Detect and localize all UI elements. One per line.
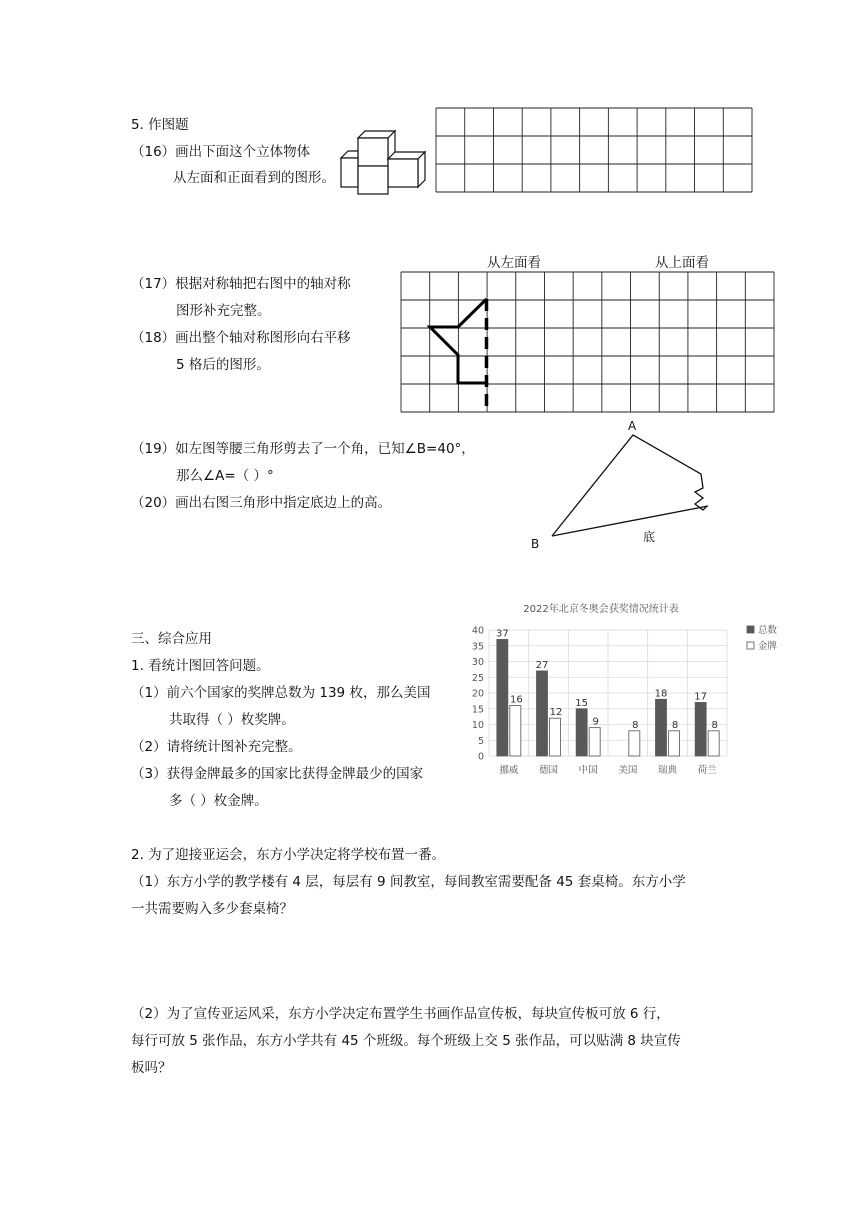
q2-1-line2: 一共需要购入多少套桌椅？	[131, 901, 293, 917]
bar-total	[695, 702, 706, 756]
data-label: 8	[671, 719, 679, 731]
y-tick-label: 20	[471, 688, 484, 700]
legend-swatch	[747, 642, 754, 649]
data-label: 37	[495, 628, 509, 640]
y-tick-label: 0	[477, 751, 484, 763]
legend-label: 金牌	[758, 641, 778, 652]
bar-gold	[708, 731, 719, 756]
triangle-label-b: B	[531, 537, 540, 551]
drawing-grid-views[interactable]	[435, 107, 753, 193]
q2-1-line1: （1）东方小学的教学楼有 4 层，每层有 9 间教室，每间教室需要配备 45 套桌椅。东方小学	[131, 874, 686, 890]
data-label: 12	[549, 707, 563, 719]
y-tick-label: 30	[471, 657, 484, 668]
q1-1-line2: 共取得（ ）枚奖牌。	[169, 712, 295, 728]
q16-line2: 从左面和正面看到的图形。	[173, 170, 335, 186]
bar-gold	[589, 728, 600, 756]
data-label: 27	[535, 659, 549, 671]
x-tick-label: 美国	[618, 765, 638, 776]
q2-2-line2: 每行可放 5 张作品，东方小学共有 45 个班级。每个班级上交 5 张作品，可以贴满 8 块宣传	[131, 1033, 681, 1049]
bar-total	[656, 699, 667, 756]
q20: （20）画出右图三角形中指定底边上的高。	[131, 495, 392, 511]
q18-line2: 5 格后的图形。	[176, 357, 270, 373]
legend-label: 总数	[758, 625, 778, 636]
q16-line1: （16）画出下面这个立体物体	[131, 144, 311, 160]
q1-1-line1: （1）前六个国家的奖牌总数为 139 枚，那么美国	[131, 685, 431, 701]
y-tick-label: 35	[471, 641, 484, 653]
y-tick-label: 40	[471, 625, 484, 637]
bar-gold	[550, 718, 561, 756]
data-label: 15	[575, 697, 589, 709]
data-label: 17	[694, 691, 708, 703]
q2-2-line1: （2）为了宣传亚运风采，东方小学决定布置学生书画作品宣传板，每块宣传板可放 6 行，	[131, 1006, 670, 1022]
bar-total	[537, 671, 548, 756]
data-label: 8	[711, 719, 718, 731]
y-tick-label: 10	[471, 720, 484, 731]
y-tick-label: 25	[471, 672, 484, 684]
x-tick-label: 德国	[538, 765, 559, 776]
q18-line1: （18）画出整个轴对称图形向右平移	[131, 330, 351, 346]
q19-line1: （19）如左图等腰三角形剪去了一个角，已知∠B=40°，	[131, 441, 475, 457]
data-label: 18	[654, 688, 668, 700]
legend-swatch	[747, 626, 754, 633]
bar-gold	[510, 706, 521, 756]
medal-chart-title: 2022年北京冬奥会获奖情况统计表	[523, 604, 679, 615]
q2-2-line3: 板吗？	[131, 1060, 172, 1076]
q1-3-line1: （3）获得金牌最多的国家比获得金牌最少的国家	[131, 766, 424, 782]
x-tick-label: 瑞典	[657, 765, 678, 776]
q19-line2: 那么∠A=（ ）°	[176, 468, 274, 484]
x-tick-label: 中国	[578, 765, 598, 776]
cube-figure	[338, 128, 430, 196]
q1-3-line2: 多（ ）枚金牌。	[169, 793, 268, 809]
grid-label-left-view: 从左面看	[487, 255, 541, 271]
symmetry-grid[interactable]	[400, 271, 776, 413]
data-label: 16	[509, 694, 523, 706]
cut-triangle-figure[interactable]	[525, 418, 715, 553]
bar-gold	[629, 731, 640, 756]
bar-gold	[669, 731, 680, 756]
triangle-label-base: 底	[643, 530, 656, 544]
x-tick-label: 荷兰	[697, 765, 717, 776]
q17-line2: 图形补充完整。	[176, 303, 271, 319]
q17-line1: （17）根据对称轴把右图中的轴对称	[131, 276, 351, 292]
section3-heading: 三、综合应用	[131, 631, 212, 647]
medal-bar-chart	[460, 620, 790, 782]
data-label: 9	[592, 716, 599, 728]
grid-label-top-view: 从上面看	[655, 255, 709, 271]
q1-2: （2）请将统计图补充完整。	[131, 739, 302, 755]
q1-heading: 1. 看统计图回答问题。	[131, 658, 270, 674]
bar-total	[576, 709, 587, 756]
q2-heading: 2. 为了迎接亚运会，东方小学决定将学校布置一番。	[131, 847, 446, 863]
bar-total	[497, 639, 508, 756]
y-tick-label: 5	[477, 735, 484, 747]
y-tick-label: 15	[471, 704, 484, 716]
data-label: 8	[632, 719, 639, 731]
triangle-label-a: A	[628, 419, 637, 433]
x-tick-label: 挪威	[499, 765, 519, 776]
section5-heading: 5. 作图题	[131, 117, 189, 133]
